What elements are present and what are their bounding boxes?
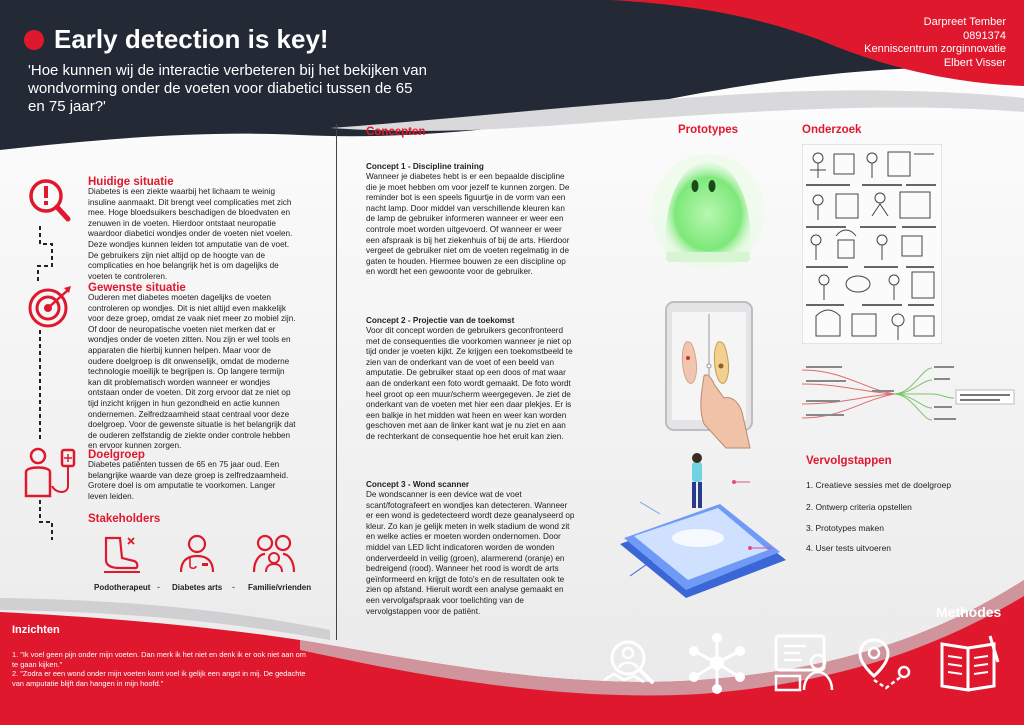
current-situation-text: Diabetes is een ziekte waarbij het lichaam te weinig insuline aanmaakt. Dit brengt veel complicaties met zich mee. Hoge bloedsuikers beschadigen de bloedvaten en zenuwen in de voeten. Hierdoor ontstaat neuropatie waardoor diabetici wondjes onder de voeten niet voelen. Deze wondjes kunnen leiden tot amputatie van de voet. De gebruikers zijn niet altijd op de hoogte van de complicaties en hoe belangrijk het is om dagelijks de voeten te controleren. [88, 187, 293, 281]
research-title: Onderzoek [802, 124, 862, 136]
dashed-connector-2 [28, 330, 58, 440]
next-step-3: 3. Prototypes maken [806, 523, 884, 533]
magnifier-alert-icon [24, 176, 74, 226]
next-step-2: 2. Ontwerp criteria opstellen [806, 502, 912, 512]
next-step-1: 1. Creatieve sessies met de doelgroep [806, 480, 952, 490]
next-step-4: 4. User tests uitvoeren [806, 543, 892, 553]
page-title: Early detection is key! [54, 24, 329, 54]
concepts-title: Concepten [366, 126, 426, 138]
location-route-icon [856, 636, 916, 694]
book-notes-icon [938, 634, 1002, 694]
supervisor: Elbert Visser [943, 56, 1006, 69]
patient-drip-icon [22, 446, 82, 502]
concept-3-text: De wondscanner is een device wat de voet scant/fotografeert en wondjes kan detecteren. Wanneer er een wond is gedetecteerd wordt deze geanalyseerd op kleur. Zo kan je gelijk meten in welk stadium de wond zit en welke acties er moeten worden ondernomen. Door middel van LED licht indicatoren worden de wonden onderverdeeld in veilig (groen), alarmerend (oranje) en bedreigend (rood). Wanneer het rood is wordt de arts geïnformeerd en krijgt de foto's en de resultaten ook te zien op afstand. Hieruit wordt een analyse gemaakt en een vervolgafspraak voor toelichting van de vervolgstappen voor de patiënt. [366, 490, 575, 616]
concept-2-title: Concept 2 - Projectie van de toekomst [366, 316, 515, 325]
network-icon [686, 632, 748, 694]
mind-map-image [802, 358, 1016, 430]
target-icon [26, 284, 74, 332]
current-situation-title: Huidige situatie [88, 176, 174, 188]
tablet-feet-projection-image [664, 300, 754, 450]
desired-situation-title: Gewenste situatie [88, 282, 186, 294]
prototypes-title: Prototypes [678, 124, 739, 136]
stakeholder-separator: - [157, 582, 160, 592]
research-question: 'Hoe kunnen wij de interactie verbeteren bij het bekijken van wondvorming onder de voeten voor diabetici tussen de 65 en 75 jaar?' [28, 62, 427, 115]
stakeholders-title: Stakeholders [88, 513, 161, 525]
next-steps-title: Vervolgstappen [806, 455, 892, 467]
concept-2-text: Voor dit concept worden de gebruikers geconfronteerd met de consequenties die voorkomen wanneer je niet op tijd onder je voeten kijkt. Ze krijgen een toekomstbeeld te zien van de onderkant van de voet of een beeld van amputatie. De gebruiker staat op een doos of mat waar aan de onderkant een foto wordt gemaakt. De foto wordt heel groot op een muur/scherm weergegeven. Je ziet de onderkant van de voeten met hier een daar plekjes. Er is een balkje in het midden wat heen en weer kan worden geschoven met aan de linker kant wat je nu ziet en aan de rechterkant de consequentie hoe het eruit kan zien. [366, 326, 573, 441]
institution: Kenniscentrum zorginnovatie [864, 43, 1006, 55]
family-icon [252, 532, 296, 574]
student-number: 0891374 [963, 29, 1006, 42]
stakeholder-podotherapist: Podotherapeut [94, 583, 151, 592]
dashed-connector [30, 226, 60, 286]
target-group-title: Doelgroep [88, 449, 145, 461]
stakeholder-diabetes-doctor: Diabetes arts [172, 583, 223, 592]
concept-1-title: Concept 1 - Discipline training [366, 162, 484, 171]
reminder-bot-lamp-image [648, 146, 768, 272]
concept-1-text: Wanneer je diabetes hebt is er een bepaalde discipline die je moet hebben om voor jezelf te kunnen zorgen. De reminder bot is een speels figuurtje in de vorm van een nacht lamp. Door middel van verschillende kleuren kan de lamp de gebruiker informeren wanneer er weer een controle moet worden uitgevoerd. Of wanneer er weer een afspraak is bij het ziekenhuis of bij de arts. Hierdoor vergeet de gebruiker niet om de voeten regelmatig in de gaten te houden. Hiermee bouwen ze een discipline op en wordt het een gewoonte voor de gebruiker. [366, 172, 570, 277]
author-name: Darpreet Tember [923, 16, 1006, 28]
research-search-icon [600, 634, 660, 694]
foot-care-icon [100, 534, 142, 574]
author-block [806, 16, 1006, 70]
column-divider [336, 124, 337, 640]
doctor-icon [176, 532, 218, 574]
title-bullet [24, 30, 44, 50]
research-sketch-image [802, 144, 942, 344]
stakeholder-separator: - [232, 582, 235, 592]
target-group-text: Diabetes patiënten tussen de 65 en 75 jaar oud. Een belangrijke waarde van deze groep is zelfredzaamheid. Grotere doel is om amputatie te voorkomen. Langer leven leiden. [88, 460, 289, 501]
methods-title: Methodes [936, 604, 1002, 620]
desired-situation-text: Ouderen met diabetes moeten dagelijks de voeten controleren op wondjes. Dit is niet altijd even makkelijk voor deze groep, omdat ze vaak niet meer zo mobiel zijn. Of door de neuropatische voeten niet merken dat er wondjes onder de voeten zitten. Nou zijn er wel tools en apparaten die hierbij kunnen helpen. Maar voor de oudere doelgroep is dit onwenselijk, omdat de moderne technologie moeilijk te begrijpen is. Op langere termijn kan dit problematisch worden wanneer er wondjes ontstaan onder de voeten. Dit zorg ervoor dat ze niet op tijd inzicht krijgen in hun gezondheid en actie kunnen ondernemen. Zelfredzaamheid staat centraal voor deze doelgroep. Voor de gewenste situatie is het belangrijk dat de ouderen zelfstandig de ziekte onder controle hebben en ervoor kunnen zorgen. [88, 293, 296, 451]
concept-3-title: Concept 3 - Wond scanner [366, 480, 470, 489]
dashed-connector-3 [28, 500, 58, 540]
insights-list [12, 650, 312, 688]
computer-user-icon [772, 632, 836, 694]
insight-1: 1. "Ik voel geen pijn onder mijn voeten. Dan merk ik het niet en denk ik er ook niet aan om te gaan kijken." [12, 650, 306, 669]
wound-scanner-image [600, 452, 790, 602]
insight-2: 2. "Zodra er een wond onder mijn voeten komt voel ik gelijk een angst in mij. De gedachte van amputatie blijft dan hangen in mijn hoofd." [12, 669, 306, 688]
stakeholder-family: Familie/vrienden [248, 583, 312, 592]
insights-title: Inzichten [12, 624, 60, 636]
